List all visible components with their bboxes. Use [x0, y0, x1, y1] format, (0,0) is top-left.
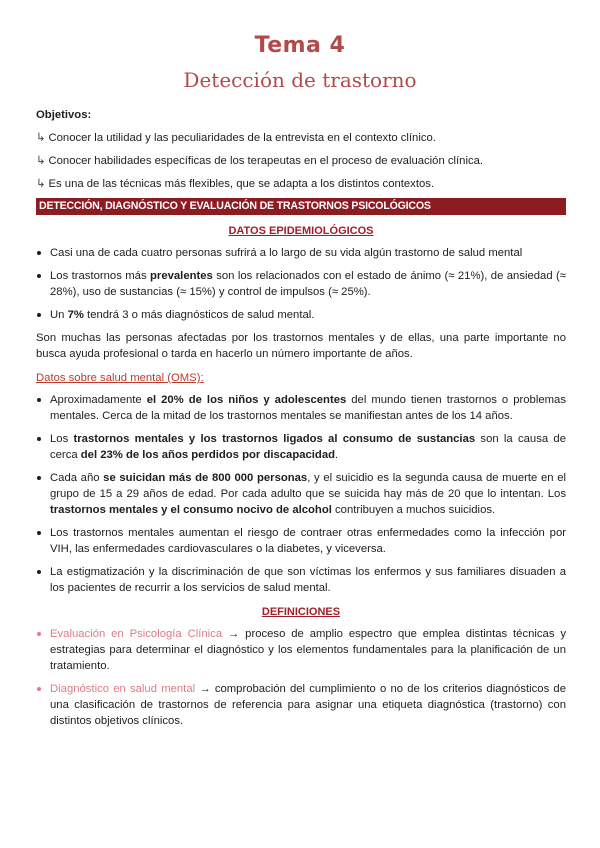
- document-body: [36, 107, 566, 736]
- list-item: Casi una de cada cuatro personas sufrirá a lo largo de su vida algún trastorno de salud mental: [36, 245, 566, 261]
- oms-list: [36, 392, 566, 596]
- page-title: Tema 4: [254, 33, 346, 58]
- objetivos-heading: Objetivos:: [36, 109, 92, 121]
- definition-term: Evaluación en Psicología Clínica: [50, 628, 223, 640]
- list-item: Los trastornos mentales y los trastornos ligados al consumo de sustancias son la causa de cerca del 23% de los años perdidos por discapacidad.: [36, 431, 566, 463]
- epidemiologicos-title: DATOS EPIDEMIOLÓGICOS: [228, 225, 374, 237]
- page-subtitle: Detección de trastorno: [183, 68, 417, 92]
- list-item: Los trastornos mentales aumentan el riesgo de contraer otras enfermedades como la infección por VIH, las enfermedades cardiovasculares o la diabetes, y viceversa.: [36, 525, 566, 557]
- list-item: Evaluación en Psicología Clínica → proceso de amplio espectro que emplea distintas técnicas y estrategias para determinar el diagnóstico y los elementos fundamentales para la planificación de un tratamiento.: [36, 626, 566, 674]
- return-arrow-icon: ↳: [36, 155, 46, 167]
- return-arrow-icon: ↳: [36, 132, 46, 144]
- section-banner: DETECCIÓN, DIAGNÓSTICO Y EVALUACIÓN DE TRASTORNOS PSICOLÓGICOS: [36, 198, 566, 215]
- list-item: La estigmatización y la discriminación de que son víctimas los enfermos y sus familiares disuaden a los pacientes de recurrir a los servicios de salud mental.: [36, 564, 566, 596]
- list-item: Los trastornos más prevalentes son los relacionados con el estado de ánimo (≈ 21%), de ansiedad (≈ 28%), uso de sustancias (≈ 15%) y control de impulsos (≈ 25%).: [36, 268, 566, 300]
- epidemiologicos-paragraph: Son muchas las personas afectadas por los trastornos mentales y de ellas, una parte importante no busca ayuda profesional o tarda en hacerlo un número importante de años.: [36, 332, 566, 360]
- list-item: Cada año se suicidan más de 800 000 personas, y el suicidio es la segunda causa de muerte en el grupo de 15 a 29 años de edad. Por cada adulto que se suicida hay más de 20 que lo intentan. Los trastornos mentales y el consumo nocivo de alcohol contribuyen a muchos suicidios.: [36, 470, 566, 518]
- epidemiologicos-list: [36, 245, 566, 323]
- oms-label: Datos sobre salud mental (OMS):: [36, 372, 204, 384]
- objetivo-item: ↳ Conocer la utilidad y las peculiaridades de la entrevista en el contexto clínico.: [36, 132, 436, 144]
- return-arrow-icon: ↳: [36, 178, 46, 190]
- definiciones-list: [36, 626, 566, 729]
- definition-term: Diagnóstico en salud mental: [50, 683, 196, 695]
- definiciones-title: DEFINICIONES: [261, 606, 341, 618]
- list-item: Diagnóstico en salud mental → comprobación del cumplimiento o no de los criterios diagnósticos de una clasificación de trastornos de referencia para asignar una etiqueta diagnóstica (trastorno) con distintos objetivos clínicos.: [36, 681, 566, 729]
- objetivo-item: ↳ Es una de las técnicas más flexibles, que se adapta a los distintos contextos.: [36, 178, 435, 190]
- list-item: Aproximadamente el 20% de los niños y adolescentes del mundo tienen trastornos o problemas mentales. Cerca de la mitad de los trastornos mentales se manifiestan antes de los 14 años.: [36, 392, 566, 424]
- list-item: Un 7% tendrá 3 o más diagnósticos de salud mental.: [36, 307, 566, 323]
- objetivo-item: ↳ Conocer habilidades específicas de los terapeutas en el proceso de evaluación clínica.: [36, 155, 484, 167]
